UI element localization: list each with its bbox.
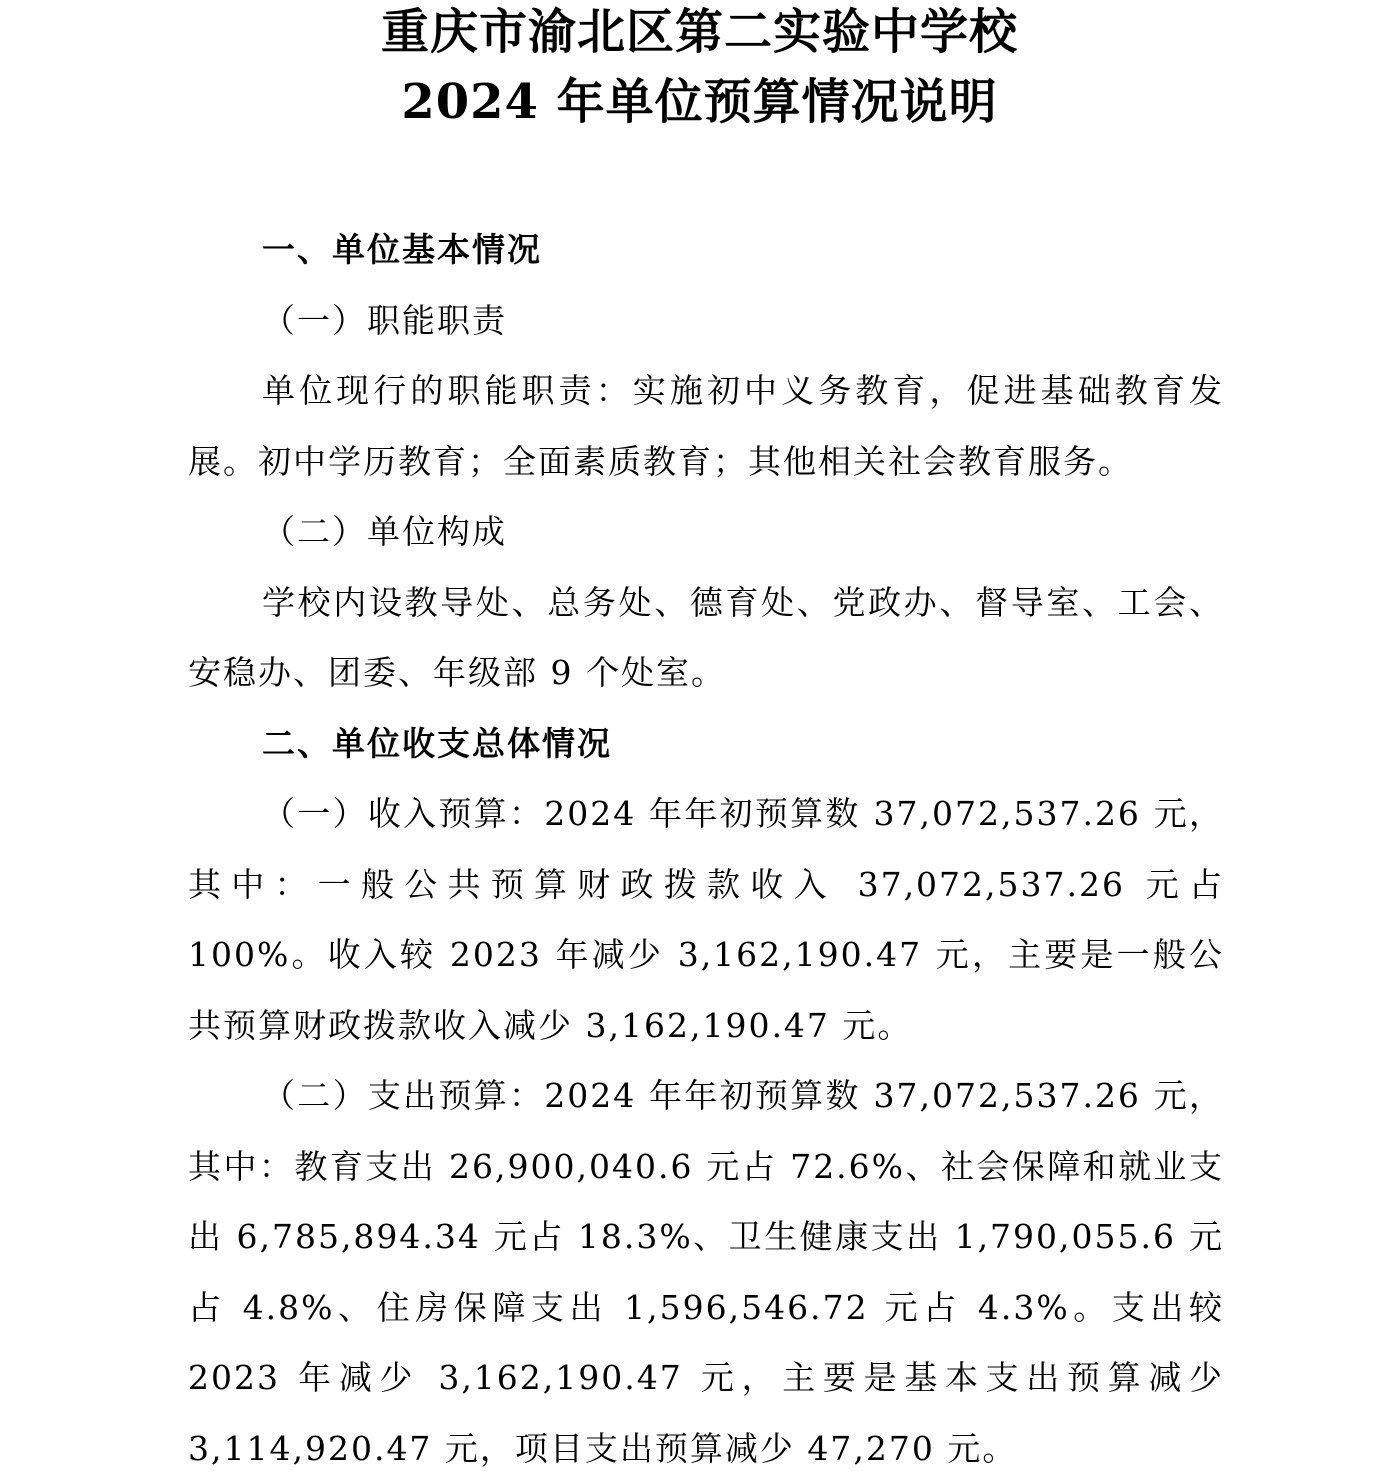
document-title-line-2: 2024 年单位预算情况说明 xyxy=(401,74,998,130)
paragraph-functions: 单位现行的职能职责：实施初中义务教育，促进基础教育发展。初中学历教育；全面素质教育；其他相关社会教育服务。 xyxy=(188,371,1224,481)
section-heading-basic-info: 一、单位基本情况 xyxy=(262,230,542,269)
paragraph-income-budget: （一）收入预算：2024 年年初预算数 37,072,537.26 元，其中：一般公共预算财政拨款收入 37,072,537.26 元占 100%。收入较 2023 年减少 3,162,190.47 元，主要是一般公共预算财政拨款收入减少 3,162,190.47 元。 xyxy=(188,794,1224,1045)
subheading-functions: （一）职能职责 xyxy=(262,300,507,340)
document-body xyxy=(188,215,1224,1484)
document-title-line-1: 重庆市渝北区第二实验中学校 xyxy=(380,4,1018,60)
subheading-composition: （二）单位构成 xyxy=(262,512,507,551)
section-heading-budget-overview: 二、单位收支总体情况 xyxy=(262,723,612,763)
paragraph-composition: 学校内设教导处、总务处、德育处、党政办、督导室、工会、安稳办、团委、年级部 9 个处室。 xyxy=(188,582,1224,692)
paragraph-expenditure-budget: （二）支出预算：2024 年年初预算数 37,072,537.26 元，其中：教育支出 26,900,040.6 元占 72.6%、社会保障和就业支出 6,785,894.34 元占 18.3%、卫生健康支出 1,790,055.6 元占 4.8%、住房保障支出 1,596,546.72 元占 4.3%。支出较 2023 年减少 3,162,190.47 元，主要是基本支出预算减少 3,114,920.47 元，项目支出预算减少 47,270 元。 xyxy=(188,1076,1224,1468)
